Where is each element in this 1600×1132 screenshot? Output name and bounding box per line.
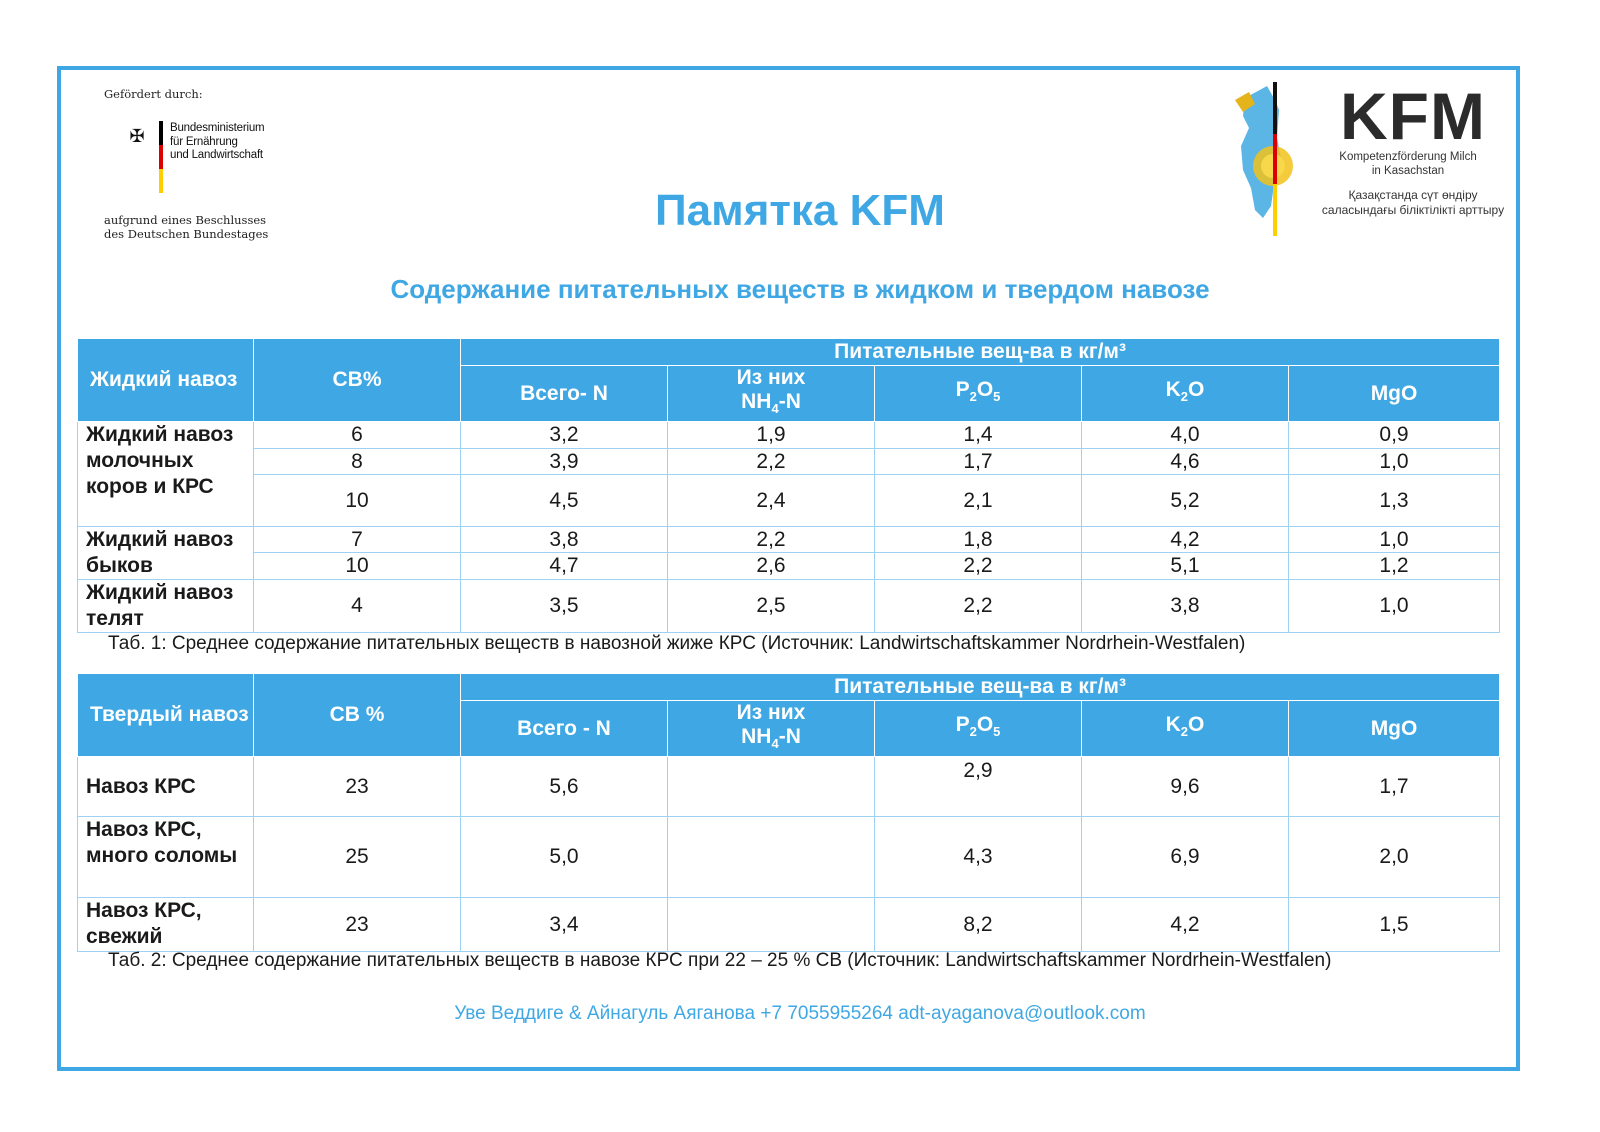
table-cell: 4,3 xyxy=(875,817,1082,898)
decision-line: des Deutschen Bundestages xyxy=(104,226,269,241)
kfm-subtitle-line: Kompetenzförderung Milch xyxy=(1339,151,1477,163)
table-cell: 1,2 xyxy=(1289,553,1500,580)
table1-row-label: Жидкий навоз быков xyxy=(78,527,254,580)
table-cell: 1,5 xyxy=(1289,898,1500,952)
table2-corner-header: Твердый навоз xyxy=(78,674,254,757)
k-symbol: K xyxy=(1165,713,1181,736)
o-sub: 5 xyxy=(993,389,1001,405)
solid-manure-table xyxy=(77,673,1500,952)
table1-total-n-header: Всего- N xyxy=(461,366,668,422)
german-flag-bar xyxy=(159,121,163,193)
table-cell: 2,1 xyxy=(875,475,1082,527)
table2-mgo-header: MgO xyxy=(1289,701,1500,757)
table-cell: 2,4 xyxy=(668,475,875,527)
table-cell: 6,9 xyxy=(1082,817,1289,898)
table-cell: 3,9 xyxy=(461,449,668,475)
table-cell: 1,7 xyxy=(1289,757,1500,817)
p-sub: 2 xyxy=(969,724,977,740)
nh4-header-sub: 4 xyxy=(771,401,779,417)
nh4-header-line1: Из них xyxy=(736,701,806,724)
table1-row-label: Жидкий навоз молочных коров и КРС xyxy=(78,422,254,527)
table-cell: 4 xyxy=(254,580,461,633)
table1-nh4-header xyxy=(668,366,875,422)
table-cell xyxy=(668,898,875,952)
nh4-header-suffix: -N xyxy=(778,390,801,413)
table-cell: 23 xyxy=(254,757,461,817)
table-cell: 4,0 xyxy=(1082,422,1289,449)
table-cell: 1,3 xyxy=(1289,475,1500,527)
table-cell: 3,5 xyxy=(461,580,668,633)
o-sub: 5 xyxy=(993,724,1001,740)
nh4-header-suffix: -N xyxy=(778,725,801,748)
nh4-header-sub: 4 xyxy=(771,736,779,752)
table1-corner-header: Жидкий навоз xyxy=(78,339,254,422)
table-cell: 5,2 xyxy=(1082,475,1289,527)
federal-eagle-icon: ✠ xyxy=(129,126,145,146)
k-sub: 2 xyxy=(1180,389,1189,405)
table-cell: 1,9 xyxy=(668,422,875,449)
page-subtitle: Содержание питательных веществ в жидком и твердом навозе xyxy=(390,274,1210,304)
table-cell: 2,0 xyxy=(1289,817,1500,898)
table2-row-label: Навоз КРС, свежий xyxy=(78,898,254,952)
k-sub: 2 xyxy=(1180,724,1189,740)
ministry-line: für Ernährung xyxy=(170,135,238,148)
table1-row-label: Жидкий навоз телят xyxy=(78,580,254,633)
ministry-name xyxy=(170,122,264,163)
contact-info: Уве Веддиге & Айнагуль Аяганова +7 7055955264 adt-ayaganova@outlook.com xyxy=(454,1003,1146,1024)
table-cell: 3,8 xyxy=(461,527,668,553)
table1-caption: Таб. 1: Среднее содержание питательных веществ в навозной жиже КРС (Источник: Landwirtschaftskammer Nordrhein-Westfalen) xyxy=(108,633,1246,654)
table-cell: 3,8 xyxy=(1082,580,1289,633)
table-cell: 2,2 xyxy=(668,449,875,475)
k-symbol: K xyxy=(1165,378,1181,401)
table-cell: 4,5 xyxy=(461,475,668,527)
table-cell: 10 xyxy=(254,475,461,527)
table-cell: 2,2 xyxy=(668,527,875,553)
p-symbol: P xyxy=(955,713,970,736)
table-cell: 1,0 xyxy=(1289,527,1500,553)
table2-nh4-header xyxy=(668,701,875,757)
kfm-kazakh-line: саласындағы біліктілікті арттыру xyxy=(1321,203,1505,217)
table-cell: 7 xyxy=(254,527,461,553)
decision-line: aufgrund eines Beschlusses xyxy=(104,213,267,227)
table-cell: 4,7 xyxy=(461,553,668,580)
table-cell: 0,9 xyxy=(1289,422,1500,449)
table-cell: 6 xyxy=(254,422,461,449)
table-cell: 5,1 xyxy=(1082,553,1289,580)
table-cell: 2,9 xyxy=(875,757,1082,817)
table-cell: 23 xyxy=(254,898,461,952)
table2-total-n-header: Всего - N xyxy=(461,701,668,757)
table-cell: 2,6 xyxy=(668,553,875,580)
table-cell: 8,2 xyxy=(875,898,1082,952)
table-cell: 4,6 xyxy=(1082,449,1289,475)
table-cell xyxy=(668,757,875,817)
nh4-header-line2: NH xyxy=(741,725,772,748)
table-cell: 3,2 xyxy=(461,422,668,449)
table-cell: 4,2 xyxy=(1082,527,1289,553)
ministry-line: und Landwirtschaft xyxy=(170,149,263,161)
table2-caption: Таб. 2: Среднее содержание питательных веществ в навозе КРС при 22 – 25 % СВ (Источник: Landwirtschaftskammer Nordrhein-Westfalen) xyxy=(108,950,1332,971)
kfm-logo-text: KFM xyxy=(1340,79,1486,153)
kfm-kazakh-line: Қазақстанда сүт өндіру xyxy=(1348,188,1478,202)
table-cell: 1,8 xyxy=(875,527,1082,553)
p-symbol: P xyxy=(955,378,970,401)
nh4-header-line1: Из них xyxy=(736,366,806,389)
table-cell: 1,0 xyxy=(1289,580,1500,633)
table1-nutrients-group-header: Питательные вещ-ва в кг/м³ xyxy=(461,339,1500,366)
table-cell: 1,7 xyxy=(875,449,1082,475)
table2-row-label: Навоз КРС xyxy=(78,757,254,817)
table2-k2o-header xyxy=(1082,701,1289,757)
page-title: Памятка KFM xyxy=(655,186,945,235)
table2-row-label: Навоз КРС, много соломы xyxy=(78,817,254,898)
table-cell: 25 xyxy=(254,817,461,898)
p-sub: 2 xyxy=(969,389,977,405)
table-cell: 3,4 xyxy=(461,898,668,952)
table-cell: 5,6 xyxy=(461,757,668,817)
table-cell: 1,4 xyxy=(875,422,1082,449)
table-cell: 2,2 xyxy=(875,553,1082,580)
table-cell: 5,0 xyxy=(461,817,668,898)
table1-p2o5-header xyxy=(875,366,1082,422)
table-cell: 4,2 xyxy=(1082,898,1289,952)
ministry-line: Bundesministerium xyxy=(170,122,265,134)
table2-p2o5-header xyxy=(875,701,1082,757)
table-cell: 1,0 xyxy=(1289,449,1500,475)
funded-by-label: Gefördert durch: xyxy=(104,87,203,101)
table-cell: 10 xyxy=(254,553,461,580)
k-suffix: O xyxy=(1188,378,1205,401)
table-cell: 2,2 xyxy=(875,580,1082,633)
table-cell: 2,5 xyxy=(668,580,875,633)
table-cell: 9,6 xyxy=(1082,757,1289,817)
table2-dm-header: СВ % xyxy=(254,674,461,757)
nh4-header-line2: NH xyxy=(741,390,772,413)
table-cell: 8 xyxy=(254,449,461,475)
liquid-manure-table xyxy=(77,338,1500,633)
kfm-subtitle-line: in Kasachstan xyxy=(1371,165,1445,177)
table2-nutrients-group-header: Питательные вещ-ва в кг/м³ xyxy=(461,674,1500,701)
k-suffix: O xyxy=(1188,713,1205,736)
o-symbol: O xyxy=(976,378,994,401)
table-cell xyxy=(668,817,875,898)
kfm-logo-subtitle xyxy=(1323,150,1493,178)
o-symbol: O xyxy=(976,713,994,736)
table1-dm-header: СВ% xyxy=(254,339,461,422)
table1-mgo-header: MgO xyxy=(1289,366,1500,422)
table1-k2o-header xyxy=(1082,366,1289,422)
